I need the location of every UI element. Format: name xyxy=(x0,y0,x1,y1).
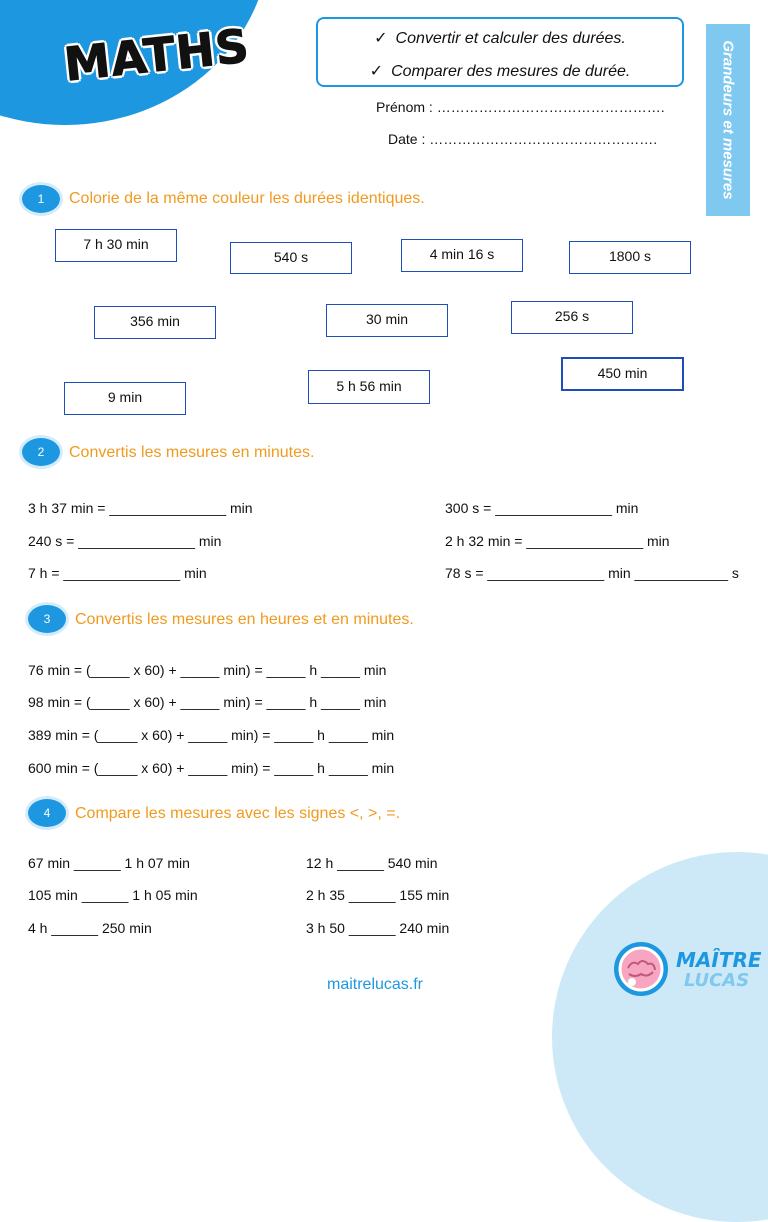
bottom-right-light-blob xyxy=(552,852,768,1222)
prenom-field: Prénom : …………………………………………. xyxy=(376,99,665,115)
exercise-number-4: 4 xyxy=(28,799,66,827)
duration-box: 4 min 16 s xyxy=(401,239,523,272)
conversion-line: 3 h 37 min = _______________ min xyxy=(28,500,253,516)
compare-line: 105 min ______ 1 h 05 min xyxy=(28,887,198,903)
compare-line: 12 h ______ 540 min xyxy=(306,855,438,871)
conversion-line: 300 s = _______________ min xyxy=(445,500,639,516)
exercise-number-3: 3 xyxy=(28,605,66,633)
conversion-line: 7 h = _______________ min xyxy=(28,565,207,581)
brain-logo-icon xyxy=(614,942,668,996)
brain-icon xyxy=(614,942,668,996)
objective-1: ✓ Convertir et calculer des durées. xyxy=(374,30,626,47)
logo-text-maitre: MAÎTRE xyxy=(676,948,762,972)
duration-box: 356 min xyxy=(94,306,216,339)
side-tab xyxy=(706,24,750,216)
check-icon: ✓ xyxy=(369,63,384,80)
conversion-line: 240 s = _______________ min xyxy=(28,533,222,549)
duration-box: 5 h 56 min xyxy=(308,370,430,404)
side-tab-label: Grandeurs et mesures xyxy=(719,40,737,200)
conversion-line: 2 h 32 min = _______________ min xyxy=(445,533,670,549)
duration-box: 540 s xyxy=(230,242,352,274)
objectives-box xyxy=(316,17,684,87)
date-field: Date : …………………………………………. xyxy=(388,131,658,147)
footer-website-link[interactable]: maitrelucas.fr xyxy=(326,976,424,993)
hours-minutes-line: 600 min = (_____ x 60) + _____ min) = _____ h _____ min xyxy=(28,760,395,776)
duration-box: 450 min xyxy=(561,357,684,391)
exercise-number-2: 2 xyxy=(22,438,60,466)
compare-line: 67 min ______ 1 h 07 min xyxy=(28,855,190,871)
duration-box: 9 min xyxy=(64,382,186,415)
conversion-line: 78 s = _______________ min ____________ s xyxy=(445,565,739,581)
check-icon: ✓ xyxy=(374,30,388,47)
logo-text-lucas: LUCAS xyxy=(684,970,750,991)
hours-minutes-line: 76 min = (_____ x 60) + _____ min) = _____ h _____ min xyxy=(28,662,387,678)
exercise-3-title: Convertis les mesures en heures et en minutes. xyxy=(75,611,414,628)
duration-box: 7 h 30 min xyxy=(55,229,177,262)
duration-box: 256 s xyxy=(511,301,633,334)
maths-title: MATHS xyxy=(61,18,253,92)
compare-line: 4 h ______ 250 min xyxy=(28,920,152,936)
duration-box: 30 min xyxy=(326,304,448,337)
objective-2: ✓ Comparer des mesures de durée. xyxy=(369,63,631,80)
exercise-2-title: Convertis les mesures en minutes. xyxy=(69,444,315,461)
compare-line: 3 h 50 ______ 240 min xyxy=(306,920,450,936)
hours-minutes-line: 98 min = (_____ x 60) + _____ min) = _____ h _____ min xyxy=(28,694,387,710)
hours-minutes-line: 389 min = (_____ x 60) + _____ min) = _____ h _____ min xyxy=(28,727,395,743)
exercise-1-title: Colorie de la même couleur les durées identiques. xyxy=(69,190,425,207)
exercise-4-title: Compare les mesures avec les signes <, >, =. xyxy=(75,805,401,822)
compare-line: 2 h 35 ______ 155 min xyxy=(306,887,450,903)
exercise-number-1: 1 xyxy=(22,185,60,213)
duration-box: 1800 s xyxy=(569,241,691,274)
